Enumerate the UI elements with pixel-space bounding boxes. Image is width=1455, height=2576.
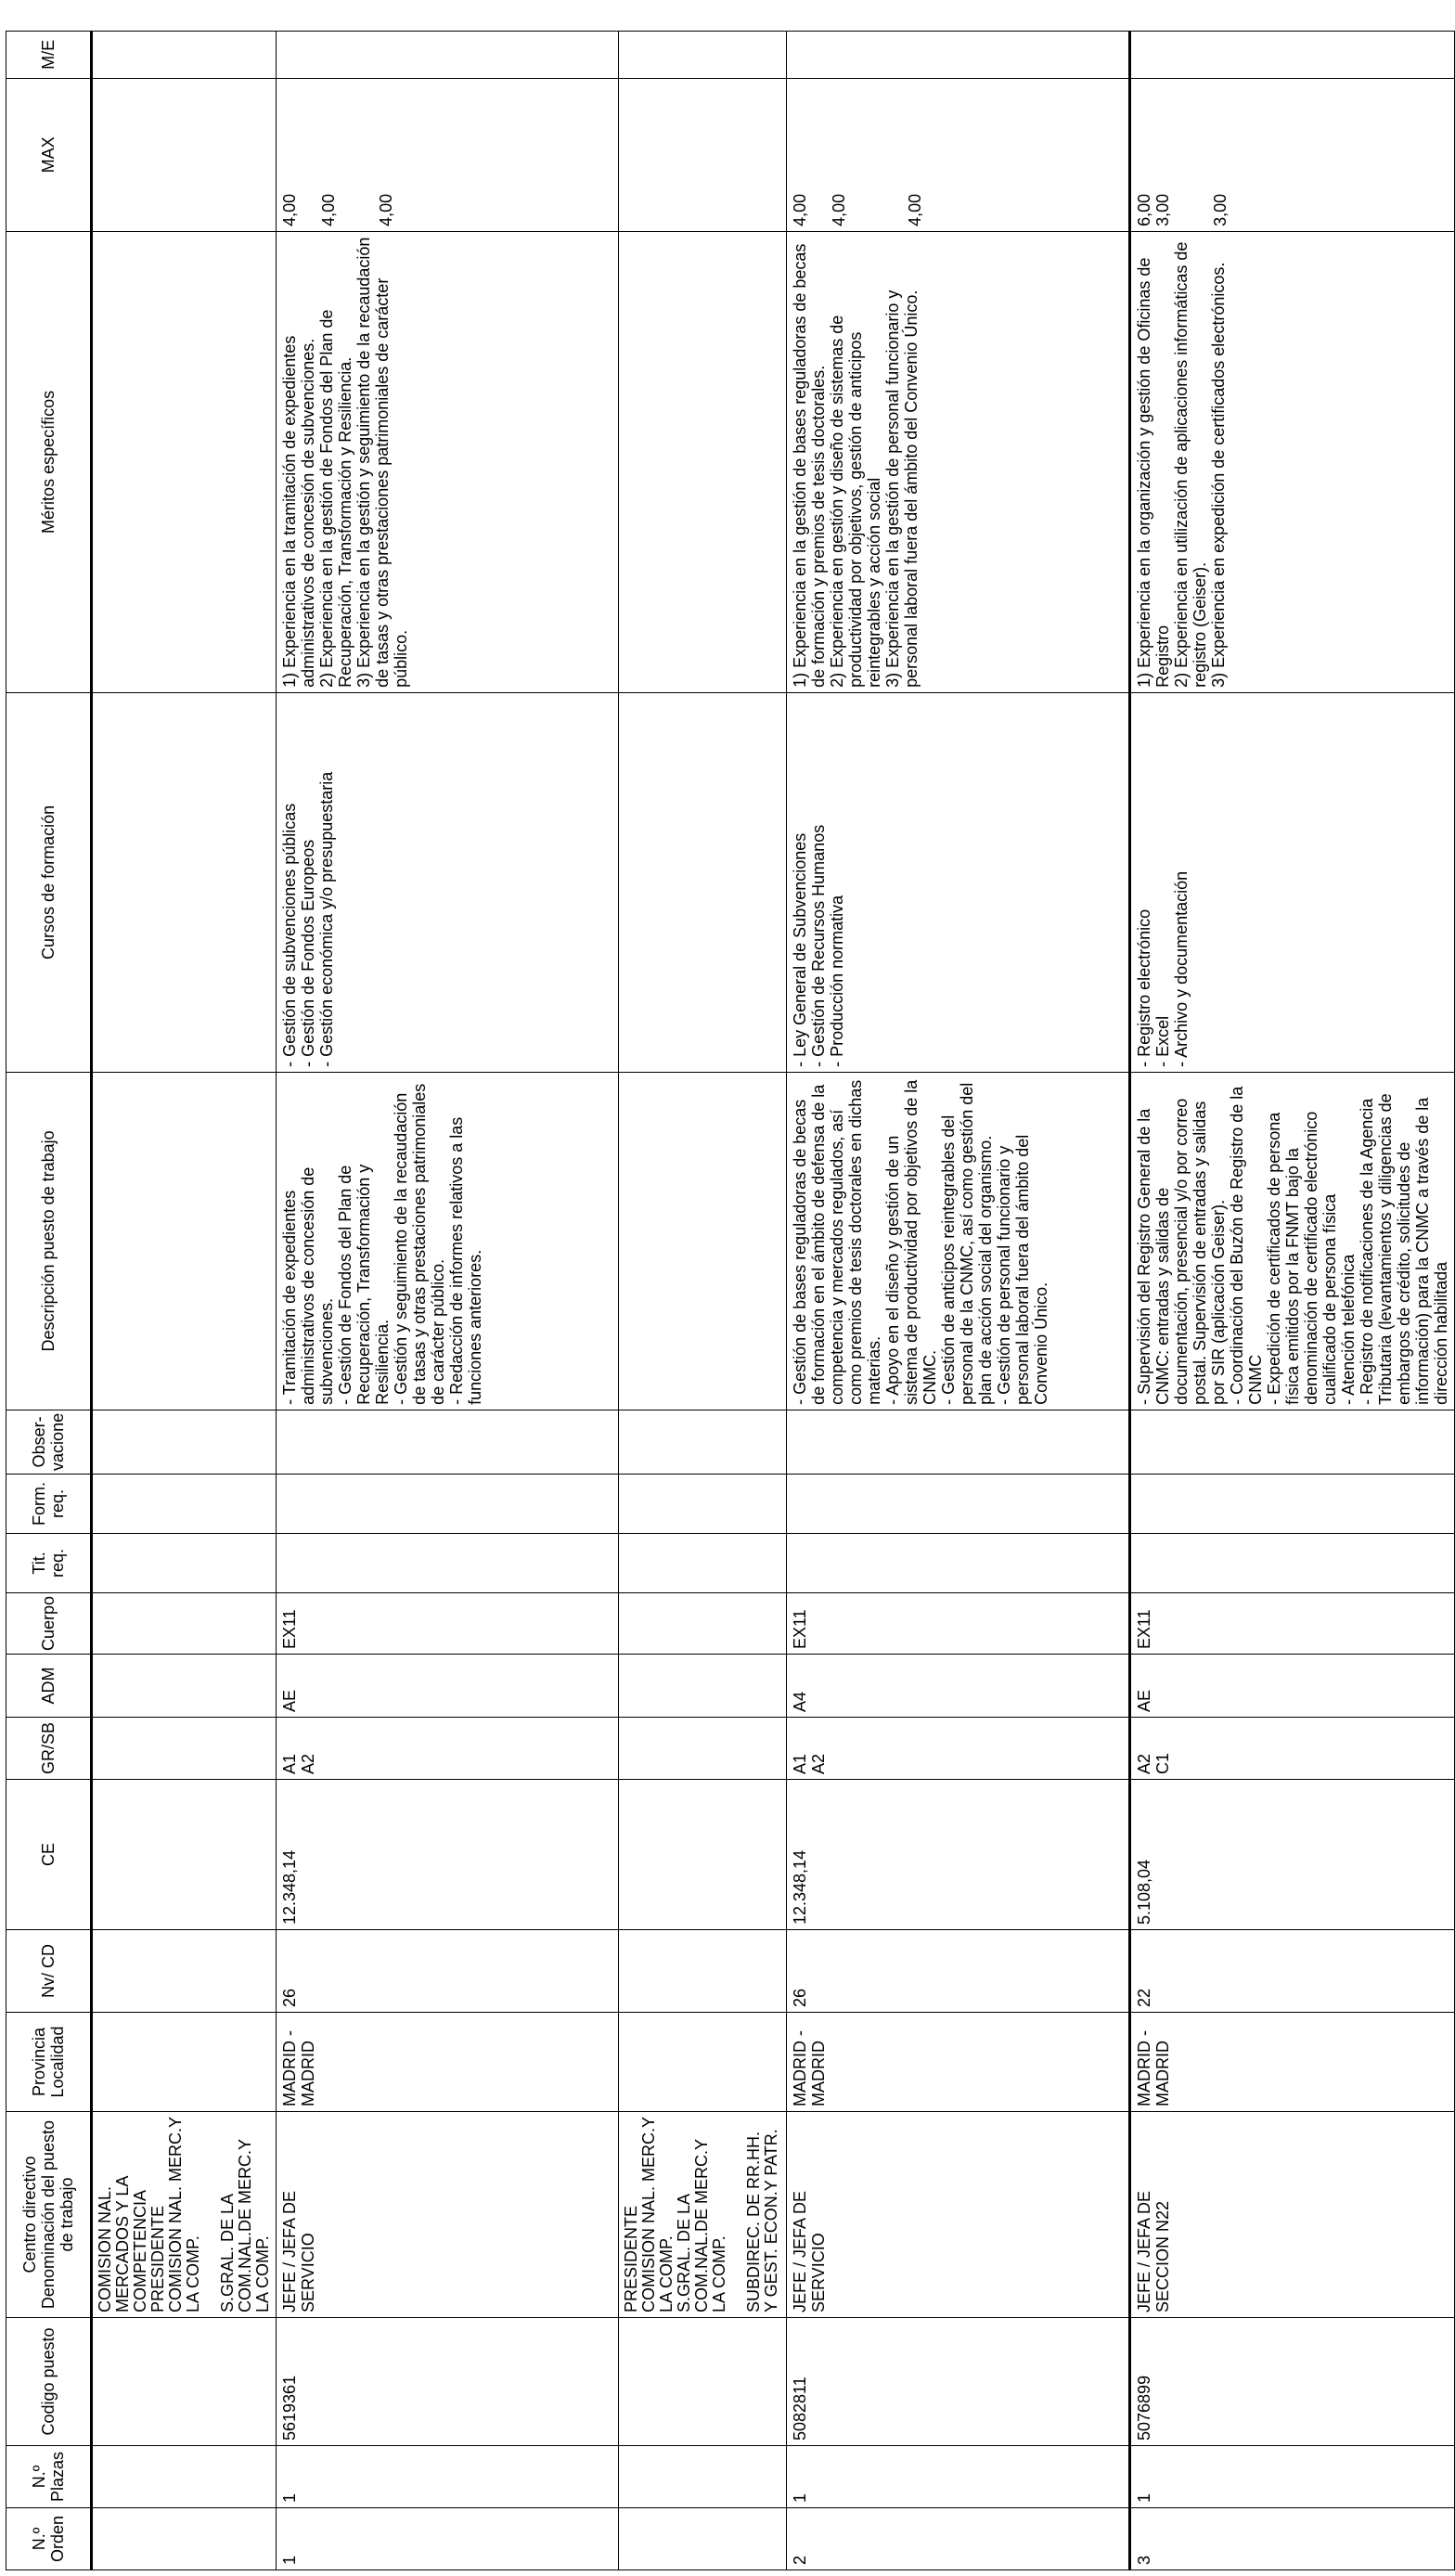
max-cell [1130,78,1455,231]
adm-cell: AE [277,1655,619,1718]
job-positions-table [6,31,1455,2570]
plazas-cell: 1 [787,2446,1130,2508]
orden-cell: 3 [1130,2508,1455,2570]
table-row [277,31,619,2570]
ce-cell: 12.348,14 [277,1780,619,1930]
header-provincia: Provincia Localidad [6,2013,92,2112]
header-formreq: Form. req. [6,1474,92,1533]
orden-cell: 2 [787,2508,1130,2570]
meritos-cell: 1) Experiencia en la organización y gestión de Oficinas de Registro 2) Experiencia en utilización de aplicaciones informáticas de registro (Geiser). 3) Experiencia en expedición de certificados electrónicos. [1130,231,1455,692]
me-cell [787,31,1130,78]
header-observ: Obser- vacione [6,1410,92,1474]
puesto-cell: JEFE / JEFA DE SERVICIO [787,2112,1130,2318]
grsb-cell: A1 A2 [277,1718,619,1780]
me-cell [277,31,619,78]
org-group-row [92,31,277,2570]
header-titreq: Tit. req. [6,1533,92,1592]
header-grsb: GR/SB [6,1718,92,1780]
org-line: S.GRAL. DE LA COM.NAL.DE MERC.Y LA COMP. [675,2139,728,2312]
codigo-cell: 5619361 [277,2318,619,2446]
max-value: 3,00 [1211,193,1230,226]
cuerpo-cell: EX11 [787,1592,1130,1654]
nivel-cell: 26 [277,1930,619,2013]
meritos-cell: 1) Experiencia en la tramitación de expedientes administrativos de concesión de subvenciones. 2) Experiencia en la gestión de Fondos del Plan de Recuperación, Transformación y Resiliencia. 3) Experiencia en la gestión y seguimiento de la recaudación de tasas y otras prestaciones patrimoniales de carácter público. [277,231,619,692]
formreq-cell [787,1474,1130,1533]
header-me: M/E [6,31,92,78]
header-orden: N.º Orden [6,2508,92,2570]
max-value: 4,00 [280,193,299,226]
titreq-cell [1130,1533,1455,1592]
table-row [1130,31,1455,2570]
puesto-cell: JEFE / JEFA DE SERVICIO [277,2112,619,2318]
plazas-cell: 1 [277,2446,619,2508]
header-nivel: Nv/ CD [6,1930,92,2013]
adm-cell: A4 [787,1655,1130,1718]
provincia-cell: MADRID - MADRID [787,2013,1130,2112]
header-ce: CE [6,1780,92,1930]
table-row [787,31,1130,2570]
provincia-cell: MADRID - MADRID [277,2013,619,2112]
plazas-cell: 1 [1130,2446,1455,2508]
codigo-cell: 5082811 [787,2318,1130,2446]
formreq-cell [1130,1474,1455,1533]
codigo-cell: 5076899 [1130,2318,1455,2446]
grsb-cell: A1 A2 [787,1718,1130,1780]
me-cell [1130,31,1455,78]
header-meritos: Méritos específicos [6,231,92,692]
header-max: MAX [6,78,92,231]
max-value: 6,00 [1135,193,1153,226]
cuerpo-cell: EX11 [1130,1592,1455,1654]
header-row [6,31,92,2570]
cursos-cell: - Registro electrónico - Excel - Archivo y documentación [1130,692,1455,1072]
titreq-cell [277,1533,619,1592]
puesto-cell: JEFE / JEFA DE SECCION N22 [1130,2112,1455,2318]
observ-cell [787,1410,1130,1474]
max-value: 4,00 [906,193,924,226]
header-cuerpo: Cuerpo [6,1592,92,1654]
max-cell [277,78,619,231]
org-line: SUBDIREC. DE RR.HH. Y GEST. ECON.Y PATR. [744,2129,780,2312]
descripcion-cell: - Tramitación de expedientes administrativos de concesión de subvenciones. - Gestión de Fondos del Plan de Recuperación, Transformación y Resiliencia. - Gestión y seguimiento de la recaudación de tasas y otras prestaciones patrimoniales de carácter público. - Redacción de informes relativos a las funciones anteriores. [277,1072,619,1410]
formreq-cell [277,1474,619,1533]
provincia-cell: MADRID - MADRID [1130,2013,1455,2112]
org-cell [619,2112,787,2318]
org-cell [92,2112,277,2318]
cuerpo-cell: EX11 [277,1592,619,1654]
descripcion-cell: - Supervisión del Registro General de la CNMC: entradas y salidas de documentación, presencial y/o por correo postal. Supervisión de entradas y salidas por SIR (aplicación Geiser). - Coordinación del Buzón de Registro de la CNMC - Expedición de certificados de persona física emitidos por la FNMT bajo la denominación de certificado electrónico cualificado de persona física - Atención telefónica - Registro de notificaciones de la Agencia Tributaria (levantamientos y diligencias de embargos de crédito, solicitudes de información) para la CNMC a través de la dirección habilitada [1130,1072,1455,1410]
max-value: 3,00 [1153,193,1172,226]
descripcion-cell: - Gestión de bases reguladoras de becas de formación en el ámbito de defensa de la competencia y mercados regulados, así como premios de tesis doctorales en dichas materias. - Apoyo en el diseño y gestión de un sistema de productividad por objetivos de la CNMC. - Gestión de anticipos reintegrables del personal de la CNMC, así como gestión del plan de acción social del organismo. - Gestión de personal funcionario y personal laboral fuera del ámbito del Convenio Único. [787,1072,1130,1410]
org-line: S.GRAL. DE LA COM.NAL.DE MERC.Y LA COMP. [218,2139,272,2312]
header-adm: ADM [6,1655,92,1718]
max-value: 4,00 [377,193,395,226]
max-value: 4,00 [830,193,848,226]
header-descripcion: Descripción puesto de trabajo [6,1072,92,1410]
max-value: 4,00 [791,193,809,226]
org-line: COMISION NAL. MERCADOS Y LA COMPETENCIA [96,2176,149,2312]
header-centro: Centro directivo Denominación del puesto de trabajo [6,2112,92,2318]
org-group-row [619,31,787,2570]
nivel-cell: 22 [1130,1930,1455,2013]
max-cell [787,78,1130,231]
observ-cell [277,1410,619,1474]
org-line: PRESIDENTE COMISION NAL. MERC.Y LA COMP. [148,2117,202,2312]
grsb-cell: A2 C1 [1130,1718,1455,1780]
cursos-cell: - Ley General de Subvenciones - Gestión de Recursos Humanos - Producción normativa [787,692,1130,1072]
nivel-cell: 26 [787,1930,1130,2013]
header-cursos: Cursos de formación [6,692,92,1072]
header-plazas: N.º Plazas [6,2446,92,2508]
ce-cell: 12.348,14 [787,1780,1130,1930]
max-value: 4,00 [319,193,338,226]
orden-cell: 1 [277,2508,619,2570]
meritos-cell: 1) Experiencia en la gestión de bases reguladoras de becas de formación y premios de tesis doctorales. 2) Experiencia en gestión y diseño de sistemas de productividad por objetivos, gestión de anticipos reintegrables y acción social 3) Experiencia en la gestión de personal funcionario y personal laboral fuera del ámbito del Convenio Único. [787,231,1130,692]
ce-cell: 5.108,04 [1130,1780,1455,1930]
header-codigo: Codigo puesto [6,2318,92,2446]
cursos-cell: - Gestión de subvenciones públicas - Gestión de Fondos Europeos - Gestión económica y/o presupuestaria [277,692,619,1072]
observ-cell [1130,1410,1455,1474]
titreq-cell [787,1533,1130,1592]
adm-cell: AE [1130,1655,1455,1718]
org-line: PRESIDENTE COMISION NAL. MERC.Y LA COMP. [622,2117,676,2312]
